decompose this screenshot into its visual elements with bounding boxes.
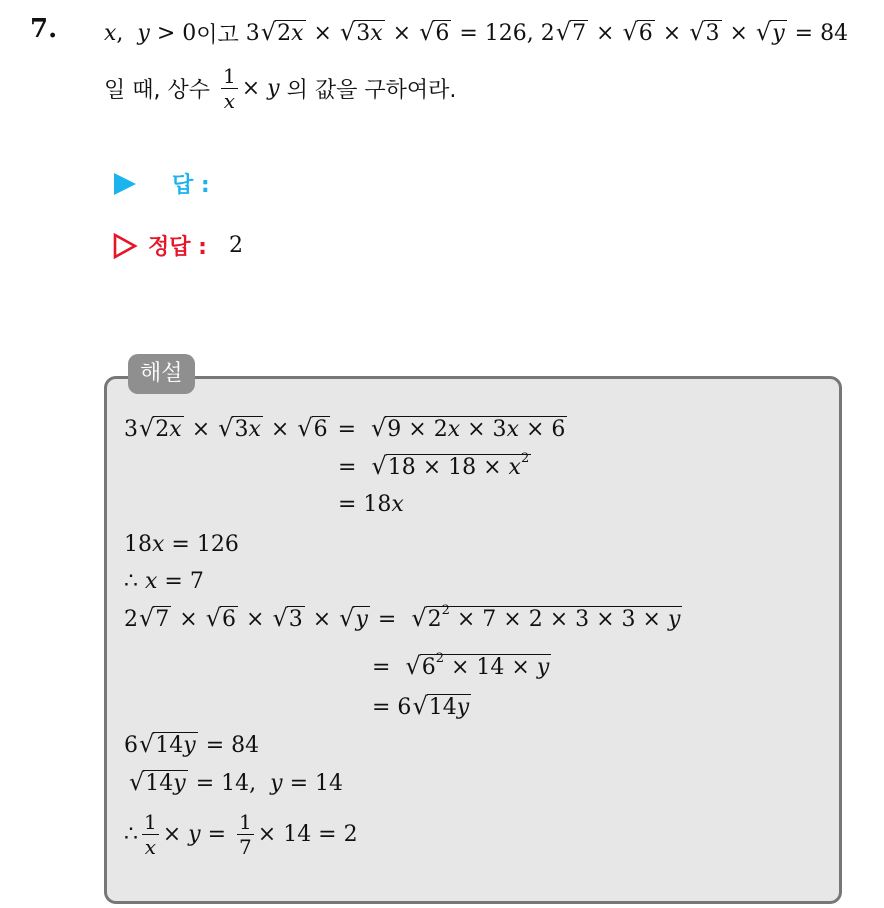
solution-line-3: = 18 x <box>338 492 404 517</box>
solution-line-2: = √ $18 \times 18 \times x^2$ <box>338 450 530 480</box>
prompt-text-a: 일 때, 상수 <box>104 78 210 103</box>
solution-line-9: 6 √ 14y = 84 <box>124 730 260 758</box>
answer-triangle-icon <box>112 171 138 197</box>
solution-tag: 해설 <box>128 354 195 394</box>
solution-line-6: 2 √ 7 × √ 6 × √ 3 × √ y = √ $2^2 \times 7 \times 2 \times 3 \times 3 \times y$ <box>124 602 681 632</box>
answer-label: 답 : <box>172 173 210 198</box>
solution-line-1: 3 √ 2x × √ 3x × √ 6 = √ 9 × 2x × 3x × 6 <box>124 414 566 442</box>
question-prompt-line: 일 때, 상수 $\frac{1}{x}$ × y 의 값을 구하여라. <box>104 64 457 113</box>
question-condition-line: x , y > 0 이고 3 √ 2x × √ 3x × √ 6 = 126, 2 √ 7 × √ 6 × √ 3 × √ y = 84 <box>104 18 849 48</box>
condition-suffix: 이고 <box>196 23 239 48</box>
solution-line-10: √ 14y = 14, y = 14 <box>129 768 343 796</box>
solution-line-8: = 6 √ 14y <box>372 692 470 720</box>
correct-triangle-outline-icon <box>112 232 138 260</box>
correct-answer-row <box>112 230 243 261</box>
solution-line-4: 18 x = 126 <box>124 532 239 557</box>
correct-label: 정답 : <box>148 235 207 260</box>
solution-line-11: ∴ $\frac{1}{x}$ × y = $\frac{1}{7}$ × 14 = 2 <box>124 810 358 859</box>
question-number: 7. <box>30 14 58 44</box>
prompt-text-b: 의 값을 구하여라. <box>286 78 457 103</box>
solution-line-7: = √ $6^2 \times 14 \times y$ <box>372 650 550 680</box>
correct-value: 2 <box>228 233 243 258</box>
solution-line-5: ∴ x = 7 <box>124 569 204 594</box>
answer-row <box>112 168 210 199</box>
fraction-one-over-x: $\frac{1}{x}$ <box>223 64 236 113</box>
